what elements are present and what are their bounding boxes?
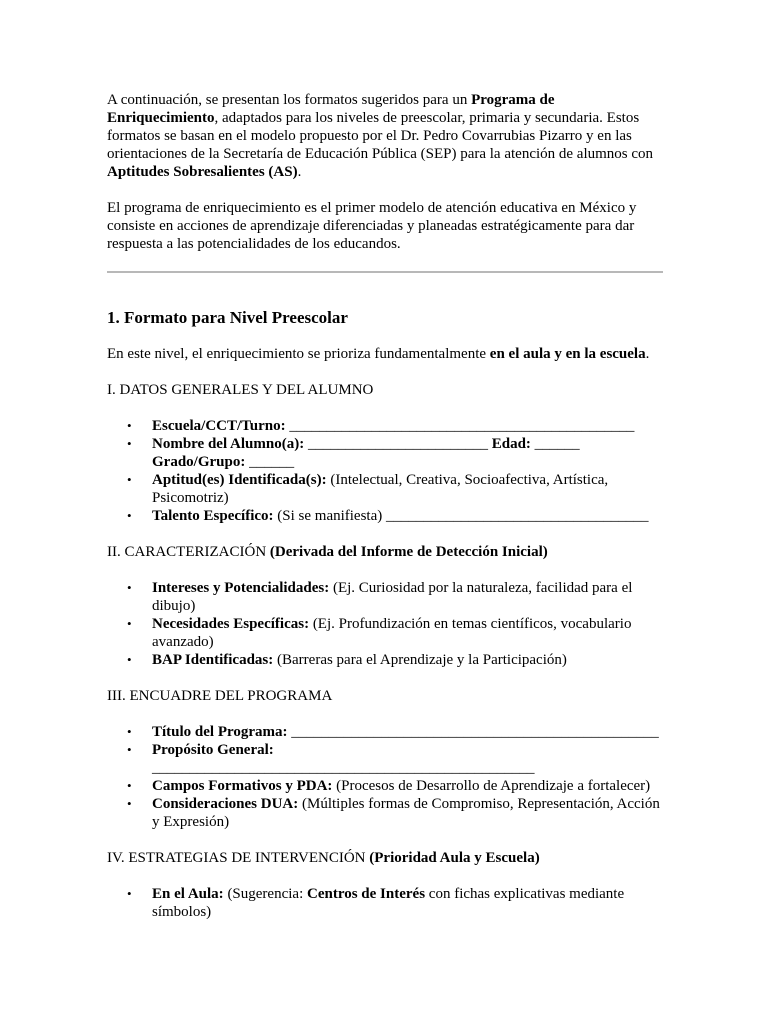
as-term: Aptitudes Sobresalientes (AS) [107,164,298,180]
list-item: • Nombre del Alumno(a): ________________________ Edad: ______ Grado/Grupo: ______ [127,436,580,470]
list-item: • Intereses y Potencialidades: (Ej. Curiosidad por la naturaleza, facilidad para el dibujo) [127,580,633,614]
caracterizacion-list [107,579,663,669]
subsection-title-encuadre: III. ENCUADRE DEL PROGRAMA [107,688,333,704]
list-item: • Escuela/CCT/Turno: ______________________________________________ [127,418,635,434]
list-item: • Título del Programa: _________________________________________________ [127,724,659,740]
bullet-icon: • [127,616,132,631]
bullet-icon: • [127,436,132,451]
bullet-icon: • [127,472,132,487]
list-item: • En el Aula: (Sugerencia: Centros de Interés con fichas explicativas mediante símbolos) [127,886,625,920]
list-item: • Consideraciones DUA: (Múltiples formas de Compromiso, Representación, Acción y Expresión) [127,796,660,830]
section-title-preescolar: 1. Formato para Nivel Preescolar [107,308,348,327]
list-item: • Propósito General: ___________________________________________________ [127,742,535,776]
encuadre-list [107,723,663,831]
section-lead: En este nivel, el enriquecimiento se prioriza fundamentalmente en el aula y en la escuela. [107,346,650,362]
bullet-icon: • [127,418,132,433]
bullet-icon: • [127,886,132,901]
bullet-icon: • [127,778,132,793]
horizontal-divider [107,271,663,273]
datos-generales-list [107,417,663,525]
bullet-icon: • [127,508,132,523]
list-item: • Aptitud(es) Identificada(s): (Intelectual, Creativa, Socioafectiva, Artística, Psicomotriz) [127,472,609,506]
bullet-icon: • [127,796,132,811]
subsection-title-estrategias: IV. ESTRATEGIAS DE INTERVENCIÓN (Prioridad Aula y Escuela) [107,850,540,866]
bullet-icon: • [127,742,132,757]
intro-paragraph-1: A continuación, se presentan los formatos sugeridos para un Programa de Enriquecimiento, adaptados para los niveles de preescolar, primaria y secundaria. Estos formatos se basan en el modelo propuesto por el Dr. Pedro Covarrubias Pizarro y en las orientaciones de la Secretaría de Educación Pública (SEP) para la atención de alumnos con Aptitudes Sobresalientes (AS). [107,92,654,180]
bullet-icon: • [127,580,132,595]
intro-paragraph-2: El programa de enriquecimiento es el primer modelo de atención educativa en México y consiste en acciones de aprendizaje diferenciadas y planeadas estratégicamente para dar respuesta a las potencialidades de los educandos. [107,200,637,252]
program-name: Programa de Enriquecimiento [107,92,555,126]
list-item: • Necesidades Específicas: (Ej. Profundización en temas científicos, vocabulario avanzado) [127,616,632,650]
list-item: • Campos Formativos y PDA: (Procesos de Desarrollo de Aprendizaje a fortalecer) [127,778,651,794]
list-item: • BAP Identificadas: (Barreras para el Aprendizaje y la Participación) [127,652,567,668]
bullet-icon: • [127,652,132,667]
subsection-title-datos-generales: I. DATOS GENERALES Y DEL ALUMNO [107,382,374,398]
bullet-icon: • [127,724,132,739]
document-page [107,91,663,921]
estrategias-list [107,885,663,921]
list-item: • Talento Específico: (Si se manifiesta) ___________________________________ [127,508,649,524]
subsection-title-caracterizacion: II. CARACTERIZACIÓN (Derivada del Informe de Detección Inicial) [107,544,548,560]
